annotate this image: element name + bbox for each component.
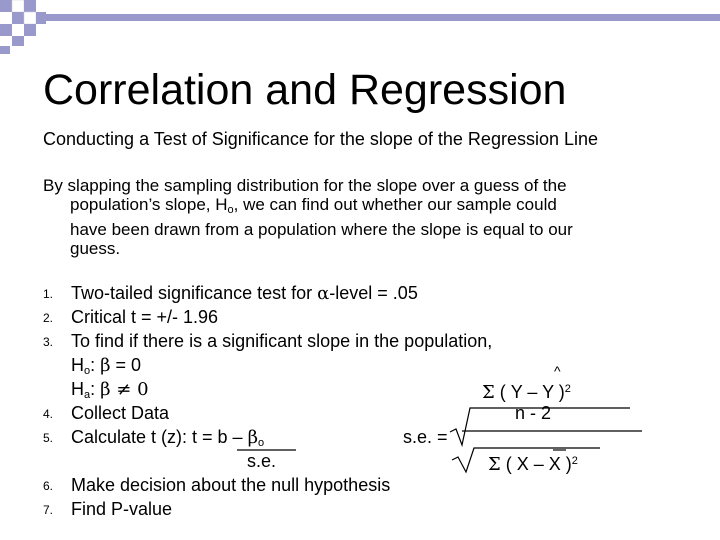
bottom-formula: Σ ( X – X )$^2$ [488, 454, 578, 475]
numerator-formula: Σ ( Y – Y )$^2$ [482, 382, 571, 403]
paragraph-line-2: population’s slope, $H_o$, we can find out whether our sample could [70, 195, 557, 216]
alpha-symbol: α [317, 283, 330, 304]
slide-subtitle: Conducting a Test of Significance for the slope of the Regression Line [43, 129, 599, 149]
slide-title: Correlation and Regression [43, 66, 567, 114]
paragraph-line-4: guess. [70, 239, 121, 258]
intro-paragraph [43, 176, 683, 258]
paragraph-line-3: have been drawn from a population where the slope is equal to our [70, 220, 573, 239]
paragraph-line-1: By slapping the sampling distribution for the slope over a guess of the [43, 176, 567, 195]
se-label: s.e. = [403, 427, 448, 447]
denominator-formula: n - 2 [515, 403, 552, 423]
hat-symbol: ^ [554, 363, 561, 379]
decorative-header-pattern [0, 0, 720, 60]
